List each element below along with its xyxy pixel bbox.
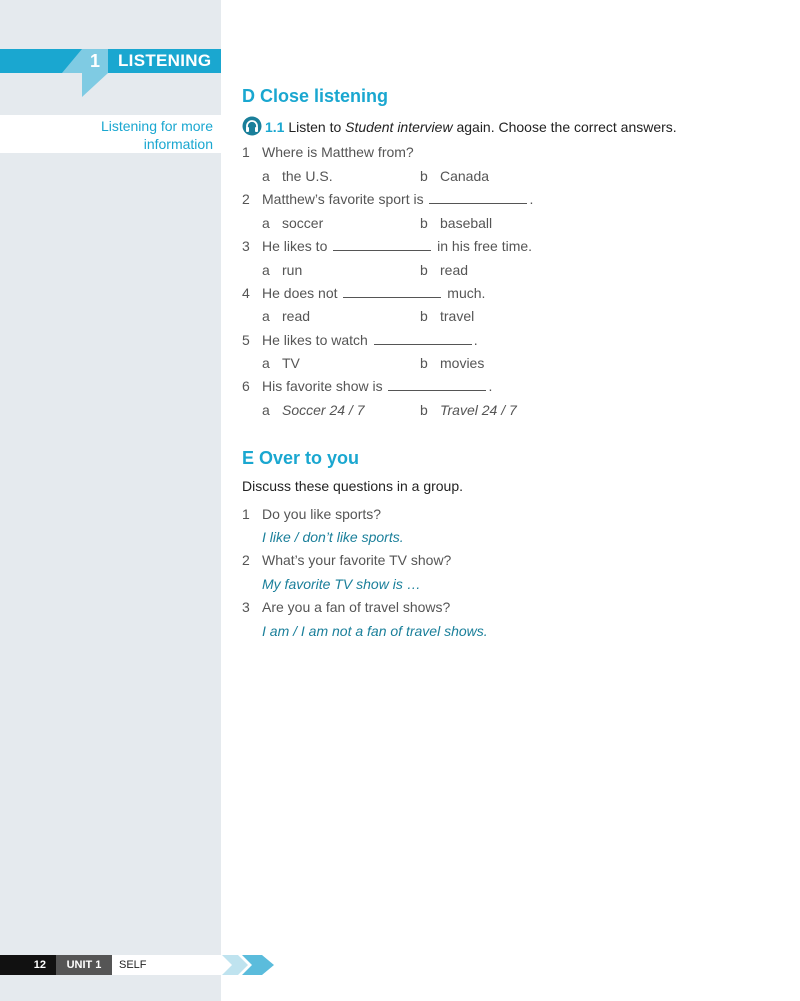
- question-text: What’s your favorite TV show?: [262, 552, 452, 568]
- question-text-pre: His favorite show is: [262, 378, 387, 394]
- option-a[interactable]: TV: [282, 355, 300, 371]
- option-a-letter: a: [262, 168, 270, 184]
- question-text-pre: Matthew’s favorite sport is: [262, 191, 428, 207]
- model-answer: I am / I am not a fan of travel shows.: [262, 623, 488, 639]
- answer-blank[interactable]: [374, 332, 472, 345]
- question-number: 4: [242, 285, 250, 301]
- option-a[interactable]: read: [282, 308, 311, 324]
- option-a-letter: a: [262, 355, 270, 371]
- chevron-arrows-icon: [222, 955, 278, 975]
- footer-page-number: [0, 955, 56, 975]
- question-text-post: .: [473, 332, 478, 348]
- instruction-pre: Listen to: [284, 119, 346, 135]
- footer-unit: UNIT 1: [56, 955, 112, 975]
- section-d-title: D Close listening: [242, 86, 389, 106]
- option-a[interactable]: run: [282, 262, 303, 278]
- footer-topic: SELF: [112, 955, 221, 975]
- side-note-text: Listening for more information: [100, 118, 213, 152]
- option-a-letter: a: [262, 215, 270, 231]
- page-number: 12: [33, 959, 46, 971]
- question-text: [262, 236, 532, 256]
- question-text-post: in his free time.: [433, 238, 533, 254]
- question-number: 2: [242, 552, 250, 568]
- option-b-letter: b: [420, 355, 428, 371]
- question-number: 6: [242, 378, 250, 394]
- unit-number: 1: [89, 51, 100, 71]
- instruction-post: again. Choose the correct answers.: [452, 119, 677, 135]
- side-note-box: [0, 115, 221, 153]
- option-b-letter: b: [420, 308, 428, 324]
- instruction-italic: Student interview: [345, 119, 453, 135]
- answer-blank[interactable]: [343, 285, 441, 298]
- option-a-letter: a: [262, 308, 270, 324]
- section-d-instruction: [242, 116, 677, 136]
- question-text: Do you like sports?: [262, 506, 382, 522]
- question-text-post: .: [529, 191, 534, 207]
- question-number: 3: [242, 238, 250, 254]
- option-a[interactable]: Soccer 24 / 7: [282, 402, 365, 418]
- model-answer: My favorite TV show is …: [262, 576, 421, 592]
- question-number: 2: [242, 191, 250, 207]
- section-title: LISTENING: [118, 51, 212, 70]
- question-text: [262, 142, 414, 162]
- track-number: 1.1: [265, 119, 285, 135]
- option-b-letter: b: [420, 168, 428, 184]
- option-b-letter: b: [420, 215, 428, 231]
- question-text-post: much.: [443, 285, 486, 301]
- headphones-icon[interactable]: [242, 116, 262, 136]
- question-text: [262, 283, 485, 303]
- question-text-pre: He likes to watch: [262, 332, 372, 348]
- option-b[interactable]: travel: [440, 308, 475, 324]
- option-b[interactable]: read: [440, 262, 469, 278]
- section-e-title: E Over to you: [242, 448, 360, 468]
- option-b[interactable]: baseball: [440, 215, 493, 231]
- option-b[interactable]: movies: [440, 355, 485, 371]
- question-text: [262, 189, 533, 209]
- question-number: 1: [242, 506, 250, 522]
- option-b-letter: b: [420, 402, 428, 418]
- question-text-pre: He does not: [262, 285, 342, 301]
- option-a-letter: a: [262, 262, 270, 278]
- question-number: 3: [242, 599, 250, 615]
- question-number: 5: [242, 332, 250, 348]
- question-text-pre: Where is Matthew from?: [262, 144, 414, 160]
- question-text: [262, 376, 492, 396]
- model-answer: I like / don’t like sports.: [262, 529, 404, 545]
- question-number: 1: [242, 144, 250, 160]
- option-b[interactable]: Canada: [440, 168, 490, 184]
- answer-blank[interactable]: [429, 191, 527, 204]
- option-a-letter: a: [262, 402, 270, 418]
- option-a[interactable]: soccer: [282, 215, 324, 231]
- question-text-pre: He likes to: [262, 238, 332, 254]
- option-a[interactable]: the U.S.: [282, 168, 333, 184]
- question-text-post: .: [488, 378, 493, 394]
- answer-blank[interactable]: [388, 378, 486, 391]
- question-text: Are you a fan of travel shows?: [262, 599, 451, 615]
- option-b[interactable]: Travel 24 / 7: [440, 402, 517, 418]
- section-e-instruction: Discuss these questions in a group.: [242, 478, 464, 494]
- answer-blank[interactable]: [333, 238, 431, 251]
- question-text: [262, 330, 478, 350]
- option-b-letter: b: [420, 262, 428, 278]
